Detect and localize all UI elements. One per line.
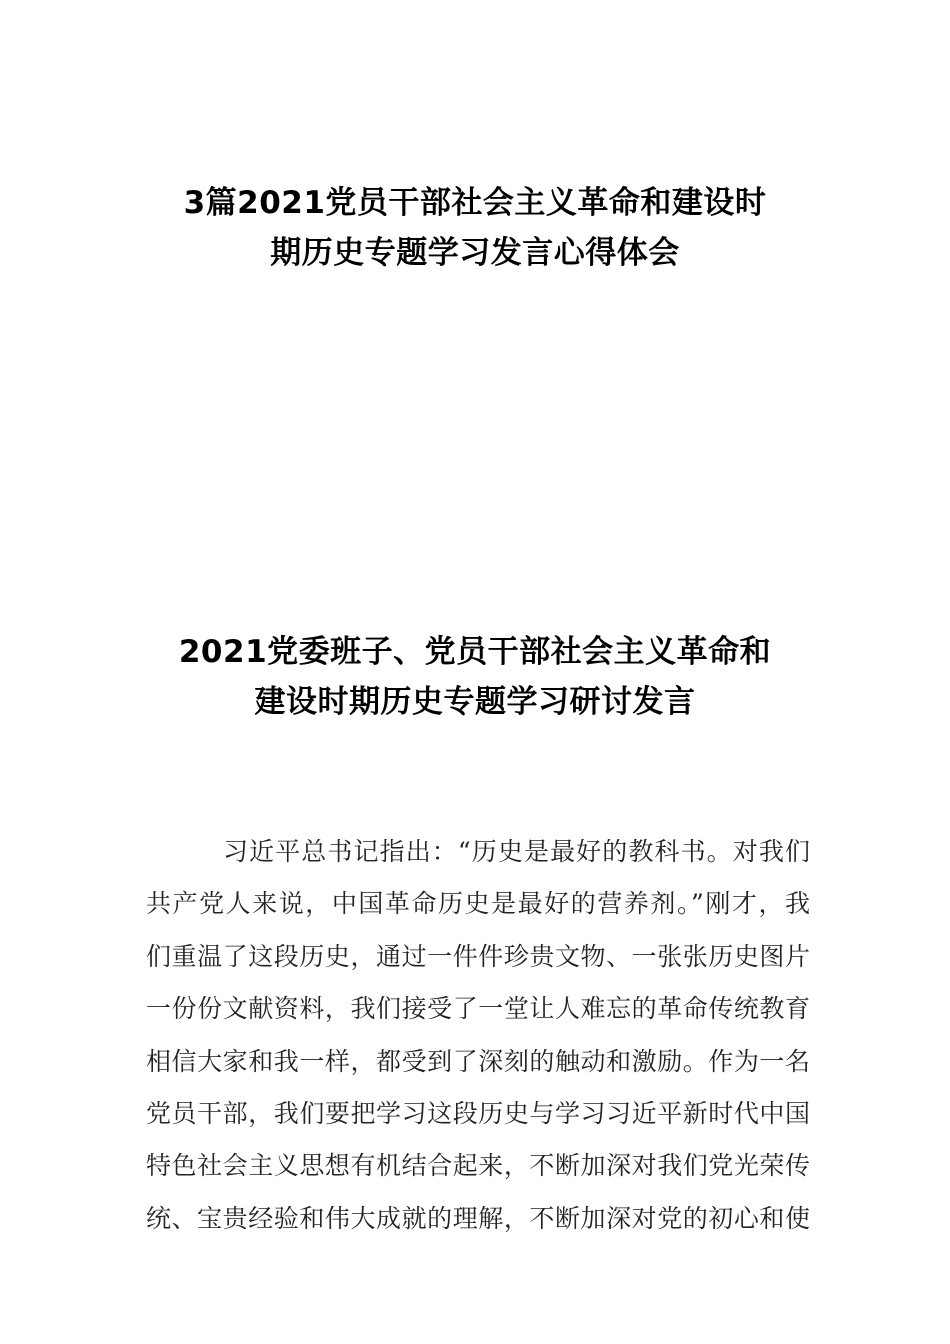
body-line: 一份份文献资料，我们接受了一堂让人难忘的革命传统教育 [146, 994, 810, 1024]
body-line: 们重温了这段历史，通过一件件珍贵文物、一张张历史图片 [146, 941, 810, 971]
section-title [120, 627, 830, 727]
body-line: 特色社会主义思想有机结合起来，不断加深对我们党光荣传 [146, 1151, 810, 1181]
body-line: 相信大家和我一样，都受到了深刻的触动和激励。作为一名 [146, 1046, 810, 1076]
body-line: 习近平总书记指出：“历史是最好的教科书。对我们 [223, 837, 810, 866]
section-title-line: 建设时期历史专题学习研讨发言 [254, 684, 696, 720]
section-title-line: 2021党委班子、党员干部社会主义革命和 [178, 634, 772, 670]
body-line: 统、宝贵经验和伟大成就的理解，不断加深对党的初心和使 [146, 1203, 810, 1233]
body-line: 共产党人来说，中国革命历史是最好的营养剂。”刚才，我 [146, 889, 810, 919]
document-title-line: 期历史专题学习发言心得体会 [270, 235, 680, 271]
body-paragraph [146, 826, 810, 1245]
document-title-line: 3篇2021党员干部社会主义革命和建设时 [183, 185, 767, 221]
document-title [120, 178, 830, 278]
body-line: 党员干部，我们要把学习这段历史与学习习近平新时代中国 [146, 1098, 810, 1128]
